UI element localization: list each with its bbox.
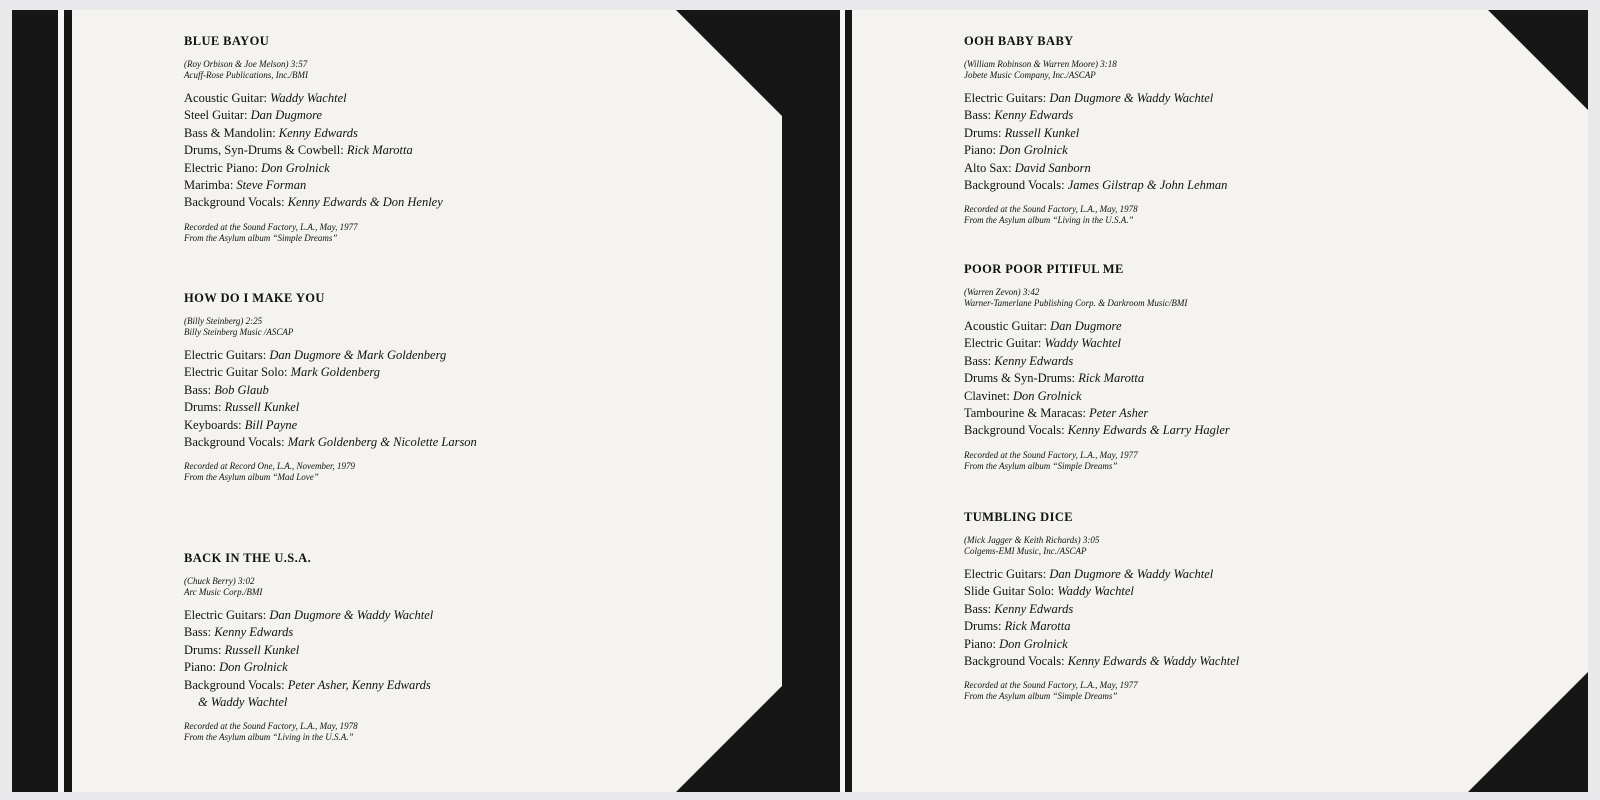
credit-name: Dan Dugmore [1050, 319, 1122, 333]
credit-name: Kenny Edwards & Waddy Wachtel [1067, 654, 1240, 669]
credit-name: Bob Glaub [214, 382, 269, 397]
credits-list [964, 90, 1424, 194]
credit-name: Russell Kunkel [224, 400, 300, 415]
recording-info: Recorded at the Sound Factory, L.A., May, 1977 [964, 680, 1138, 691]
top-right-corner-triangle [1488, 10, 1588, 110]
credit-line [184, 194, 644, 211]
credit-line [964, 125, 1424, 142]
credit-name: Don Grolnick [999, 143, 1068, 158]
credit-line [184, 677, 644, 694]
credit-role: Clavinet: [964, 388, 1013, 403]
credit-line [964, 107, 1424, 124]
credits-list [184, 347, 644, 451]
credit-name: Mark Goldenberg [290, 365, 381, 380]
credit-role: Tambourine & Maracas: [964, 406, 1090, 421]
credit-name: Mark Goldenberg & Nicolette Larson [287, 435, 477, 450]
credit-name: Kenny Edwards [214, 625, 294, 640]
credit-role: Bass: [184, 382, 215, 397]
left-black-stripe [12, 10, 58, 792]
center-black-pinstripe [845, 10, 852, 792]
album-source: From the Asylum album “Living in the U.S.A.” [184, 732, 354, 743]
top-right-corner-triangle [676, 10, 786, 120]
credit-role: Acoustic Guitar: [964, 319, 1051, 333]
song-ooh-baby-baby [964, 34, 1424, 226]
song-publisher: Jobete Music Company, Inc./ASCAP [964, 70, 1096, 80]
credit-name: David Sanborn [1014, 160, 1091, 175]
credit-name: Russell Kunkel [1004, 125, 1080, 140]
album-source: From the Asylum album “Mad Love” [184, 472, 319, 483]
song-writers: (Billy Steinberg) 2:25 [184, 316, 263, 326]
song-writers: (Roy Orbison & Joe Melson) 3:57 [184, 59, 308, 69]
credit-role: Piano: [964, 143, 1000, 158]
credit-role: Electric Guitar Solo: [184, 365, 291, 380]
credit-line [184, 607, 644, 624]
credit-name: & Waddy Wachtel [198, 695, 288, 710]
credit-line [964, 335, 1424, 352]
credit-role: Piano: [964, 636, 1000, 651]
credit-line [964, 405, 1424, 422]
credit-name: Don Grolnick [219, 660, 288, 675]
credit-line [184, 382, 644, 399]
credit-role: Bass: [184, 625, 215, 640]
credit-role: Acoustic Guitar: [184, 91, 271, 105]
credit-role: Electric Guitar: [964, 336, 1045, 351]
left-black-pinstripe [64, 10, 72, 792]
credit-role: Slide Guitar Solo: [964, 584, 1058, 599]
credit-role: Electric Guitars: [964, 91, 1050, 105]
credit-role: Bass: [964, 601, 995, 616]
credit-line [184, 624, 644, 641]
credit-name: Kenny Edwards & Don Henley [287, 195, 443, 210]
cd-booklet-spread [12, 10, 1588, 792]
credit-line [184, 125, 644, 142]
credit-line [184, 347, 644, 364]
credit-role: Marimba: [184, 178, 237, 193]
bottom-right-corner-triangle [1468, 672, 1588, 792]
credit-role: Keyboards: [184, 417, 245, 432]
credit-line [184, 142, 644, 159]
credit-name: Dan Dugmore & Waddy Wachtel [1049, 91, 1214, 105]
credit-name: Peter Asher [1089, 406, 1149, 421]
credit-line [184, 659, 644, 676]
credit-name: Don Grolnick [999, 636, 1068, 651]
recording-info: Recorded at the Sound Factory, L.A., May, 1978 [184, 721, 358, 732]
song-how-do-i-make-you [184, 291, 644, 483]
credit-name: Rick Marotta [346, 143, 413, 158]
song-title: BLUE BAYOU [184, 34, 270, 48]
credit-role: Background Vocals: [184, 677, 288, 692]
recording-info: Recorded at the Sound Factory, L.A., May, 1977 [184, 221, 358, 232]
song-writers: (William Robinson & Warren Moore) 3:18 [964, 59, 1117, 69]
credit-line [964, 160, 1424, 177]
credit-line [184, 694, 644, 711]
credit-name: Waddy Wachtel [1057, 584, 1134, 599]
credit-role: Background Vocals: [184, 195, 288, 210]
recording-info: Recorded at the Sound Factory, L.A., May, 1978 [964, 204, 1138, 215]
song-blue-bayou [184, 34, 644, 244]
credit-line [964, 388, 1424, 405]
credit-name: Rick Marotta [1004, 619, 1071, 634]
credit-role: Bass: [964, 108, 995, 123]
song-publisher: Colgems-EMI Music, Inc./ASCAP [964, 546, 1087, 556]
credit-line [964, 370, 1424, 387]
credit-name: Don Grolnick [1012, 388, 1082, 403]
credit-line [964, 601, 1424, 618]
song-writers: (Warren Zevon) 3:42 [964, 287, 1040, 297]
recording-info: Recorded at the Sound Factory, L.A., May, 1977 [964, 449, 1138, 460]
credit-role: Drums & Syn-Drums: [964, 371, 1079, 386]
song-title: OOH BABY BABY [964, 34, 1074, 48]
credits-list [184, 607, 644, 711]
credit-line [964, 90, 1424, 107]
credits-list [964, 318, 1424, 440]
credit-name: Russell Kunkel [224, 642, 300, 657]
credits-list [964, 566, 1424, 670]
credit-line [964, 318, 1424, 335]
credit-role: Alto Sax: [964, 160, 1015, 175]
credit-line [184, 177, 644, 194]
credit-role: Electric Guitars: [184, 608, 270, 622]
song-writers: (Mick Jagger & Keith Richards) 3:05 [964, 535, 1100, 545]
credit-role: Background Vocals: [964, 654, 1068, 669]
credit-line [184, 642, 644, 659]
credit-line [964, 142, 1424, 159]
credit-name: Waddy Wachtel [1044, 336, 1122, 351]
credit-line [184, 399, 644, 416]
song-writers: (Chuck Berry) 3:02 [184, 576, 255, 586]
song-publisher: Billy Steinberg Music /ASCAP [184, 327, 294, 337]
credit-role: Electric Guitars: [184, 348, 270, 362]
album-source: From the Asylum album “Living in the U.S.A.” [964, 215, 1134, 226]
credit-line [964, 353, 1424, 370]
credit-name: Peter Asher, Kenny Edwards [287, 677, 431, 692]
credit-line [184, 90, 644, 107]
credit-line [964, 566, 1424, 583]
credit-role: Piano: [184, 660, 220, 675]
song-poor-poor-pitiful-me [964, 262, 1424, 472]
credit-role: Background Vocals: [964, 423, 1068, 438]
album-source: From the Asylum album “Simple Dreams” [964, 691, 1118, 702]
credit-line [184, 417, 644, 434]
credit-name: Waddy Wachtel [270, 91, 347, 105]
song-publisher: Arc Music Corp./BMI [184, 587, 263, 597]
credit-line [964, 653, 1424, 670]
credit-role: Drums: [964, 125, 1005, 140]
recording-info: Recorded at Record One, L.A., November, 1979 [184, 461, 356, 472]
bottom-right-corner-triangle [676, 682, 786, 792]
credit-name: Don Grolnick [261, 160, 330, 175]
credit-line [184, 107, 644, 124]
credit-role: Steel Guitar: [184, 108, 251, 123]
credit-line [964, 618, 1424, 635]
credit-role: Background Vocals: [184, 435, 288, 450]
song-title: TUMBLING DICE [964, 510, 1074, 524]
credit-line [964, 422, 1424, 439]
credit-name: Kenny Edwards [994, 601, 1074, 616]
credit-role: Electric Guitars: [964, 567, 1050, 581]
song-tumbling-dice [964, 510, 1424, 702]
song-back-in-the-usa [184, 551, 644, 743]
album-source: From the Asylum album “Simple Dreams” [964, 460, 1118, 471]
credit-name: Kenny Edwards & Larry Hagler [1067, 423, 1230, 438]
credit-role: Drums: [964, 619, 1005, 634]
credit-role: Drums: [184, 642, 225, 657]
credit-name: Steve Forman [236, 178, 307, 193]
credits-list [184, 90, 644, 212]
credit-name: James Gilstrap & John Lehman [1067, 178, 1228, 193]
album-source: From the Asylum album “Simple Dreams” [184, 232, 338, 243]
song-publisher: Warner-Tamerlane Publishing Corp. & Darkroom Music/BMI [964, 298, 1188, 308]
song-title: HOW DO I MAKE YOU [184, 291, 325, 305]
credit-line [184, 160, 644, 177]
credit-line [964, 636, 1424, 653]
credit-role: Background Vocals: [964, 178, 1068, 193]
credit-line [184, 434, 644, 451]
credit-role: Electric Piano: [184, 160, 262, 175]
credit-role: Drums, Syn-Drums & Cowbell: [184, 143, 347, 158]
credit-name: Kenny Edwards [994, 108, 1074, 123]
credit-name: Rick Marotta [1078, 371, 1145, 386]
credit-role: Drums: [184, 400, 225, 415]
credit-role: Bass & Mandolin: [184, 125, 279, 140]
left-page [12, 10, 786, 792]
song-title: BACK IN THE U.S.A. [184, 551, 312, 565]
credit-line [184, 364, 644, 381]
credit-name: Dan Dugmore & Waddy Wachtel [269, 608, 434, 622]
credit-line [964, 177, 1424, 194]
credit-name: Dan Dugmore [250, 108, 323, 123]
right-page [852, 10, 1588, 792]
song-publisher: Acuff-Rose Publications, Inc./BMI [184, 70, 308, 80]
credit-line [964, 583, 1424, 600]
credit-role: Bass: [964, 353, 995, 368]
song-title: POOR POOR PITIFUL ME [964, 262, 1124, 276]
credit-name: Dan Dugmore & Waddy Wachtel [1049, 567, 1214, 581]
center-spine [782, 10, 840, 792]
credit-name: Kenny Edwards [278, 125, 358, 140]
credit-name: Dan Dugmore & Mark Goldenberg [269, 348, 447, 362]
credit-name: Bill Payne [244, 417, 298, 432]
credit-name: Kenny Edwards [994, 353, 1074, 368]
